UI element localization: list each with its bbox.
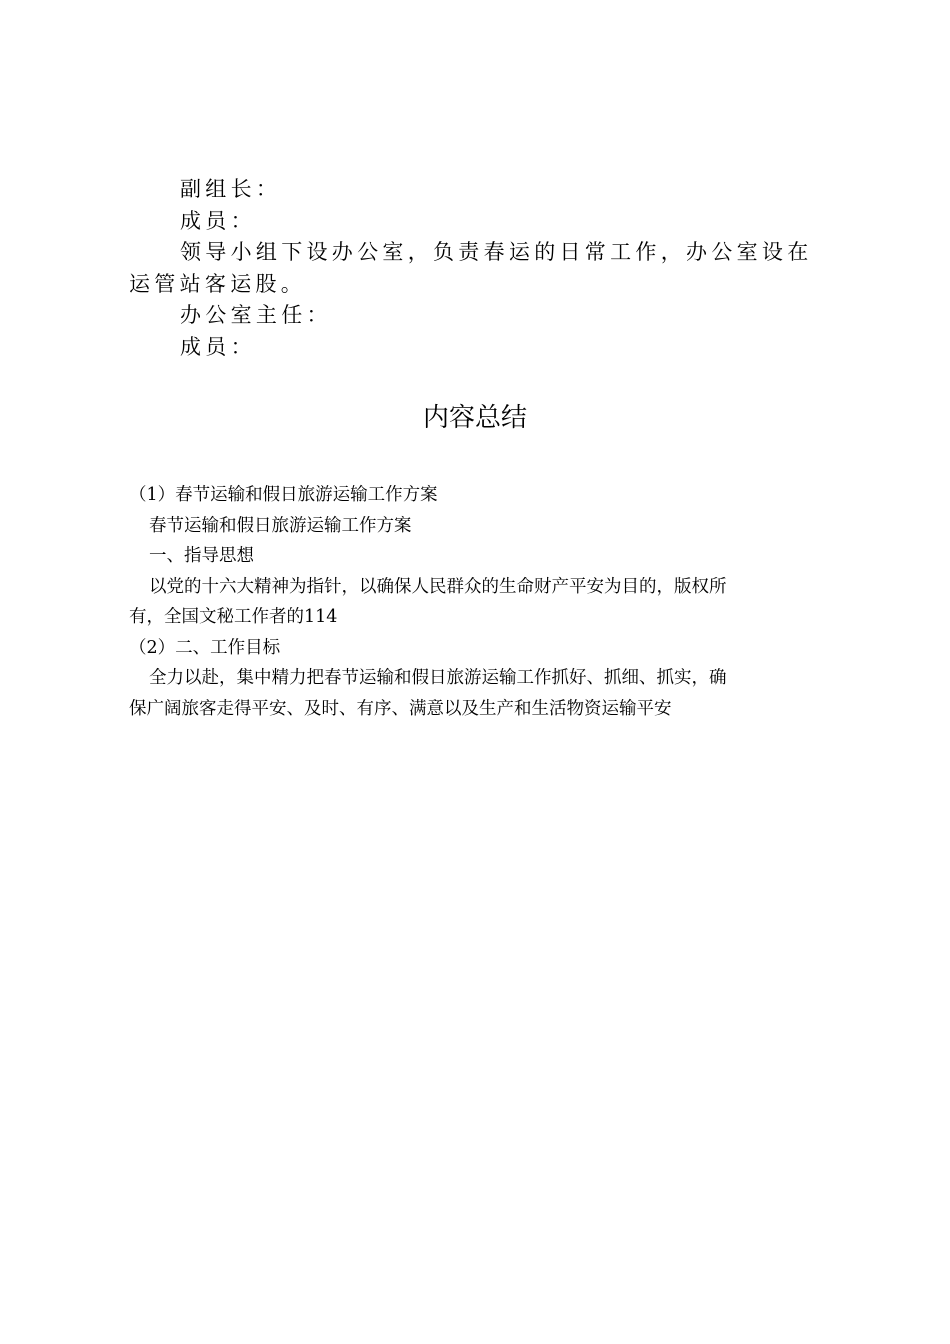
item1-subtitle: 春节运输和假日旅游运输工作方案 <box>149 515 412 536</box>
item2-body-line-2: 保广阔旅客走得平安、及时、有序、满意以及生产和生活物资运输平安 <box>129 698 672 719</box>
deputy-leader-line: 副组长： <box>180 177 282 201</box>
members-line: 成员： <box>180 208 256 233</box>
leadership-group-list <box>129 174 829 363</box>
office-description-line-1: 领导小组下设办公室，负责春运的日常工作，办公室设在 <box>180 240 813 264</box>
office-director-line: 办公室主任： <box>180 303 332 327</box>
item2-heading: （2）二、工作目标 <box>129 637 281 658</box>
summary-content <box>129 480 839 724</box>
summary-title: 内容总结 <box>422 403 527 433</box>
office-description-line-2: 运管站客运股。 <box>129 271 307 296</box>
item1-heading: （1）春节运输和假日旅游运输工作方案 <box>129 485 438 505</box>
office-members-line: 成员： <box>180 334 256 359</box>
item1-body-line-1: 以党的十六大精神为指针，以确保人民群众的生命财产平安为目的，版权所 <box>149 576 727 597</box>
item1-section-heading: 一、指导思想 <box>149 546 254 566</box>
item2-body-line-1: 全力以赴，集中精力把春节运输和假日旅游运输工作抓好、抓细、抓实，确 <box>149 668 727 688</box>
item1-body-line-2: 有，全国文秘工作者的114 <box>129 607 338 627</box>
